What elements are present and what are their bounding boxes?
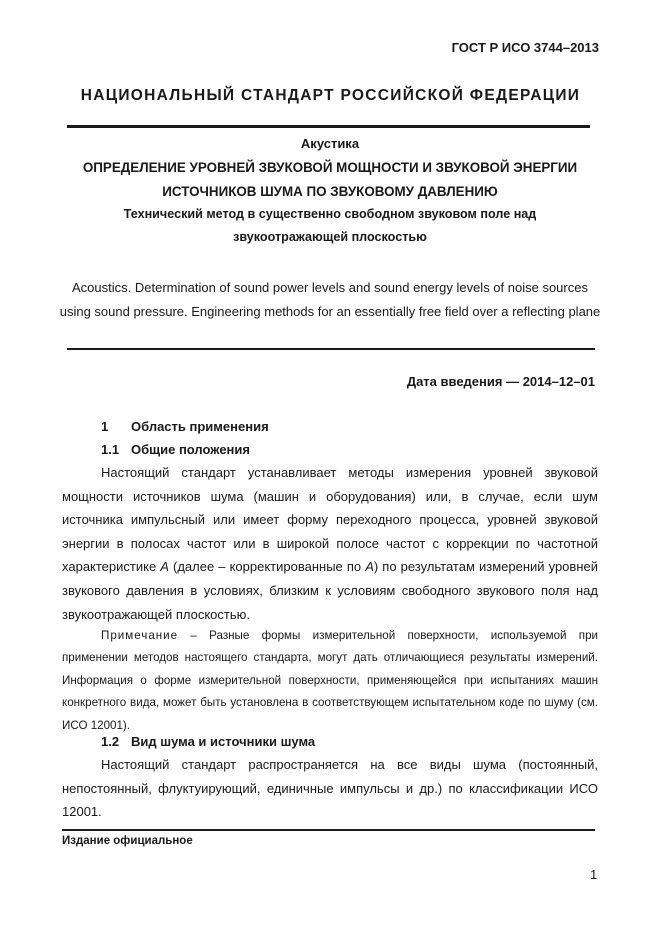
section-1-1-heading bbox=[101, 442, 250, 457]
standard-code: ГОСТ Р ИСО 3744–2013 bbox=[451, 40, 599, 55]
note-label: Примечание bbox=[101, 629, 179, 642]
official-edition-label: Издание официальное bbox=[62, 835, 193, 847]
scope-paragraph bbox=[62, 461, 598, 626]
section-number: 1.2 bbox=[101, 734, 120, 749]
section-title: Вид шума и источники шума bbox=[131, 734, 316, 749]
title-subtitle-line-2: звукоотражающей плоскостью bbox=[233, 230, 427, 244]
section-1-heading bbox=[101, 419, 269, 434]
noise-types-paragraph: Настоящий стандарт распространяется на все виды шума (постоянный, непостоянный, флуктуирующий, единичные импульсы и др.) по классификации ИСО 12001. bbox=[62, 757, 598, 820]
paragraph-text: Настоящий стандарт устанавливает методы измерения уровней звуковой мощности источников шума (машин и оборудования) или, в случае, если шум источника импульсный или имеет форму переходного процесса, уровней звуковой энергии в полосах частот или в широкой полосе частот с коррекции по частотной характеристике bbox=[62, 465, 598, 575]
national-standard-title: НАЦИОНАЛЬНЫЙ СТАНДАРТ РОССИЙСКОЙ ФЕДЕРАЦИИ bbox=[80, 87, 581, 104]
section-1-2-heading bbox=[101, 734, 315, 749]
title-divider-thick bbox=[67, 125, 590, 128]
section-title: Область применения bbox=[131, 419, 269, 434]
paragraph-text: ) по результатам измерений уровней звукового давления в условиях, близким к условиям свободного звукового поля над звукоотражающей плоскостью. bbox=[62, 559, 598, 622]
footer-divider bbox=[62, 829, 595, 831]
title-main-line-2: ИСТОЧНИКОВ ШУМА ПО ЗВУКОВОМУ ДАВЛЕНИЮ bbox=[162, 184, 498, 199]
weighting-a: A bbox=[365, 559, 374, 575]
title-topic: Акустика bbox=[300, 136, 360, 151]
date-of-introduction: Дата введения — 2014–12–01 bbox=[406, 374, 595, 389]
note-text: – Разные формы измерительной поверхности, используемой при применении методов настоящего стандарта, могут дать отличающиеся результаты измерений. Информация о форме измерительной поверхности, применяющейся при испытаниях машин конкретного вида, может быть установлена в соответствующем испытательном коде по шуму (см. ИСО 12001). bbox=[62, 629, 598, 732]
page-number: 1 bbox=[590, 867, 598, 882]
section-title: Общие положения bbox=[131, 442, 250, 457]
section-number: 1.1 bbox=[101, 442, 120, 457]
title-main-line-1: ОПРЕДЕЛЕНИЕ УРОВНЕЙ ЗВУКОВОЙ МОЩНОСТИ И ЗВУКОВОЙ ЭНЕРГИИ bbox=[82, 160, 578, 175]
english-title: Acoustics. Determination of sound power levels and sound energy levels of noise sources using sound pressure. Engineering methods for an essentially free field over a reflecting plane bbox=[59, 280, 601, 319]
note-paragraph bbox=[62, 625, 598, 737]
title-subtitle-line-1: Технический метод в существенно свободном звуковом поле над bbox=[123, 207, 537, 221]
title-divider-thin bbox=[67, 348, 595, 350]
section-number: 1 bbox=[101, 419, 109, 434]
weighting-a: A bbox=[160, 559, 169, 575]
paragraph-text: (далее – корректированные по bbox=[168, 559, 366, 575]
